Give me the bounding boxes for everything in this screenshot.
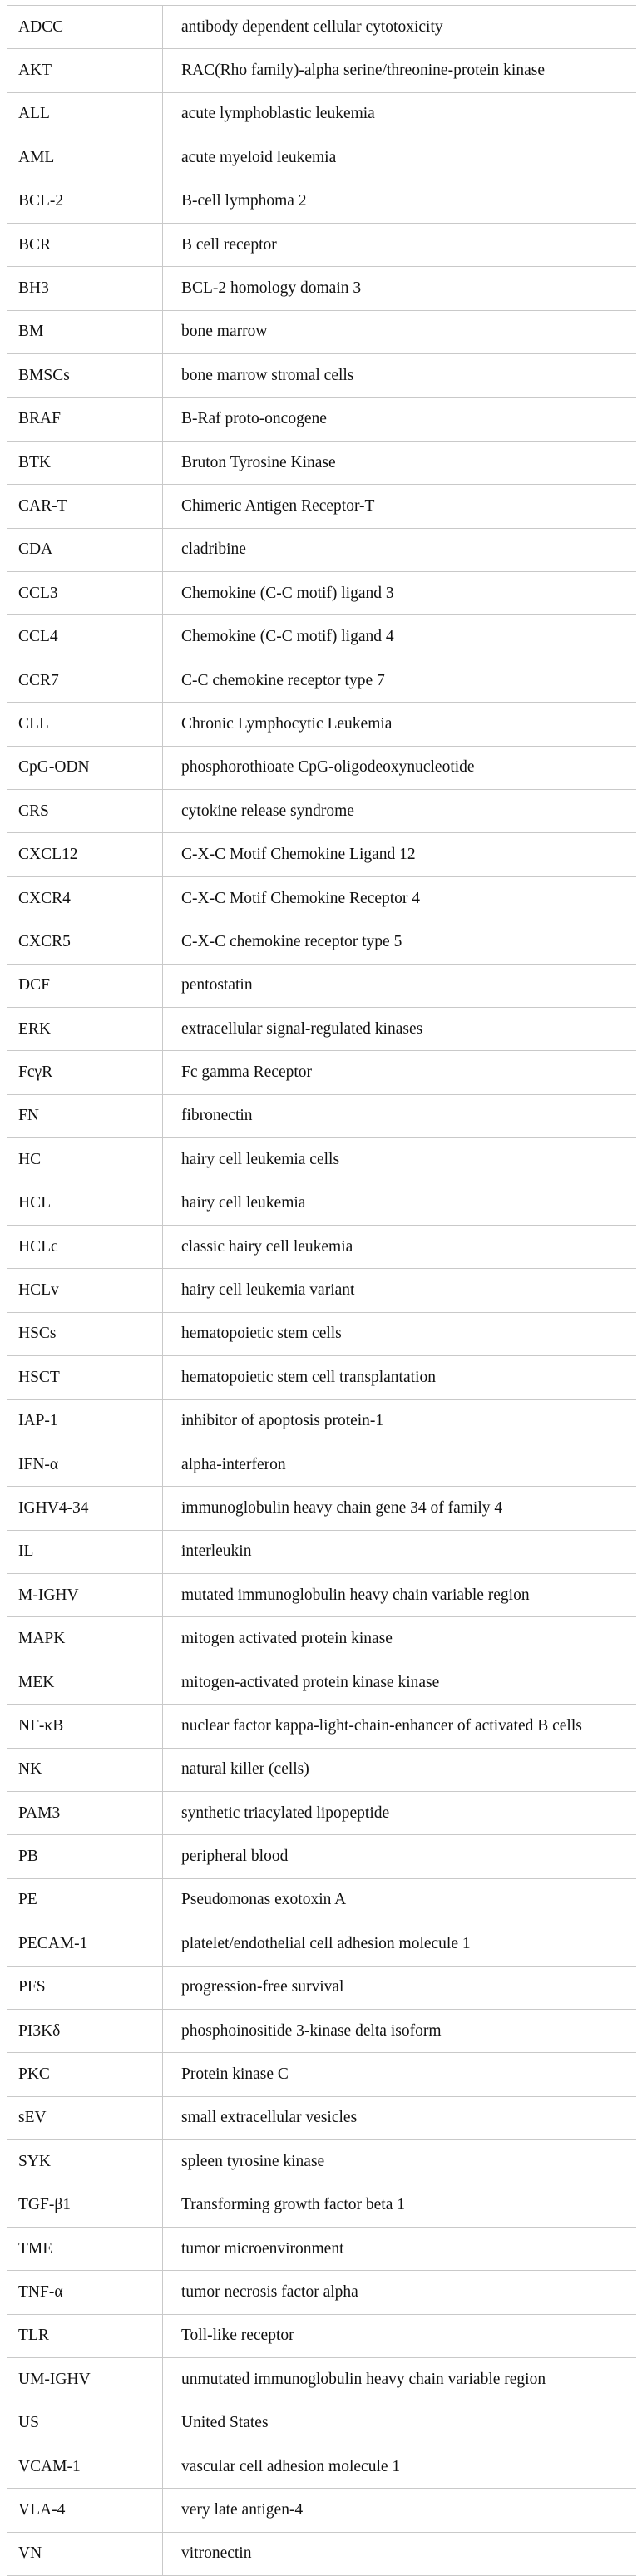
definition-cell: Pseudomonas exotoxin A	[163, 1878, 637, 1922]
definition-cell: Chemokine (C-C motif) ligand 4	[163, 615, 637, 659]
abbreviation-cell: PI3Kδ	[7, 2009, 163, 2052]
definition-cell: nuclear factor kappa-light-chain-enhancer of activated B cells	[163, 1705, 637, 1748]
table-row	[7, 397, 636, 441]
table-row	[7, 485, 636, 528]
table-row	[7, 1574, 636, 1617]
definition-cell: natural killer (cells)	[163, 1748, 637, 1791]
abbreviation-cell: BCL-2	[7, 180, 163, 223]
table-row	[7, 267, 636, 310]
definition-cell: hematopoietic stem cells	[163, 1312, 637, 1355]
definition-cell: hematopoietic stem cell transplantation	[163, 1356, 637, 1399]
table-row	[7, 2053, 636, 2096]
abbreviation-cell: IAP-1	[7, 1399, 163, 1443]
table-row	[7, 354, 636, 397]
definition-cell: RAC(Rho family)-alpha serine/threonine-protein kinase	[163, 49, 637, 92]
table-row	[7, 528, 636, 571]
definition-cell: C-X-C Motif Chemokine Ligand 12	[163, 833, 637, 876]
table-row	[7, 2227, 636, 2270]
definition-cell: mitogen activated protein kinase	[163, 1617, 637, 1661]
abbreviation-cell: AKT	[7, 49, 163, 92]
table-row	[7, 2009, 636, 2052]
table-row	[7, 2445, 636, 2488]
definition-cell: classic hairy cell leukemia	[163, 1225, 637, 1268]
definition-cell: vitronectin	[163, 2532, 637, 2575]
abbreviation-cell: BRAF	[7, 397, 163, 441]
definition-cell: phosphorothioate CpG-oligodeoxynucleotide	[163, 746, 637, 789]
abbreviation-cell: HSCs	[7, 1312, 163, 1355]
definition-cell: Fc gamma Receptor	[163, 1051, 637, 1094]
abbreviation-cell: MEK	[7, 1661, 163, 1704]
abbreviation-cell: sEV	[7, 2096, 163, 2139]
table-row	[7, 49, 636, 92]
abbreviation-cell: CLL	[7, 703, 163, 746]
definition-cell: hairy cell leukemia cells	[163, 1138, 637, 1182]
table-row	[7, 876, 636, 920]
definition-cell: alpha-interferon	[163, 1443, 637, 1486]
abbreviation-cell: PAM3	[7, 1792, 163, 1835]
table-row	[7, 1748, 636, 1791]
abbreviation-cell: HSCT	[7, 1356, 163, 1399]
definition-cell: Toll-like receptor	[163, 2314, 637, 2357]
table-row	[7, 1094, 636, 1137]
abbreviations-table	[7, 5, 636, 2576]
abbreviation-cell: FcγR	[7, 1051, 163, 1094]
abbreviation-cell: CXCR4	[7, 876, 163, 920]
abbreviation-cell: CpG-ODN	[7, 746, 163, 789]
table-row	[7, 1487, 636, 1530]
definition-cell: interleukin	[163, 1530, 637, 1573]
definition-cell: mitogen-activated protein kinase kinase	[163, 1661, 637, 1704]
definition-cell: peripheral blood	[163, 1835, 637, 1878]
definition-cell: Chimeric Antigen Receptor-T	[163, 485, 637, 528]
definition-cell: C-C chemokine receptor type 7	[163, 659, 637, 702]
table-row	[7, 441, 636, 484]
definition-cell: progression-free survival	[163, 1966, 637, 2009]
abbreviation-cell: M-IGHV	[7, 1574, 163, 1617]
table-row	[7, 92, 636, 136]
table-row	[7, 2314, 636, 2357]
definition-cell: United States	[163, 2401, 637, 2445]
definition-cell: vascular cell adhesion molecule 1	[163, 2445, 637, 2488]
table-row	[7, 1225, 636, 1268]
table-row	[7, 1705, 636, 1748]
abbreviation-cell: ERK	[7, 1007, 163, 1050]
definition-cell: C-X-C chemokine receptor type 5	[163, 920, 637, 964]
table-row	[7, 223, 636, 266]
definition-cell: extracellular signal-regulated kinases	[163, 1007, 637, 1050]
definition-cell: immunoglobulin heavy chain gene 34 of family 4	[163, 1487, 637, 1530]
table-row	[7, 1269, 636, 1312]
definition-cell: very late antigen-4	[163, 2489, 637, 2532]
abbreviation-cell: TNF-α	[7, 2271, 163, 2314]
abbreviation-cell: CRS	[7, 790, 163, 833]
abbreviation-cell: TGF-β1	[7, 2184, 163, 2227]
abbreviation-cell: IFN-α	[7, 1443, 163, 1486]
abbreviation-cell: BM	[7, 310, 163, 353]
abbreviation-cell: CXCL12	[7, 833, 163, 876]
abbreviation-cell: SYK	[7, 2140, 163, 2184]
table-row	[7, 2096, 636, 2139]
abbreviation-cell: HCLc	[7, 1225, 163, 1268]
table-row	[7, 1356, 636, 1399]
definition-cell: Chemokine (C-C motif) ligand 3	[163, 572, 637, 615]
table-row	[7, 2271, 636, 2314]
table-row	[7, 1312, 636, 1355]
table-row	[7, 1792, 636, 1835]
table-row	[7, 2401, 636, 2445]
table-row	[7, 1007, 636, 1050]
definition-cell: fibronectin	[163, 1094, 637, 1137]
abbreviation-cell: AML	[7, 136, 163, 180]
table-row	[7, 615, 636, 659]
definition-cell: bone marrow	[163, 310, 637, 353]
abbreviation-cell: PE	[7, 1878, 163, 1922]
table-row	[7, 310, 636, 353]
abbreviation-cell: IGHV4-34	[7, 1487, 163, 1530]
definition-cell: pentostatin	[163, 964, 637, 1007]
abbreviation-cell: CCR7	[7, 659, 163, 702]
abbreviation-cell: CXCR5	[7, 920, 163, 964]
definition-cell: tumor microenvironment	[163, 2227, 637, 2270]
abbreviation-cell: BMSCs	[7, 354, 163, 397]
table-row	[7, 180, 636, 223]
abbreviation-cell: ADCC	[7, 6, 163, 49]
abbreviation-cell: HC	[7, 1138, 163, 1182]
abbreviation-cell: NF-κB	[7, 1705, 163, 1748]
abbreviation-cell: VN	[7, 2532, 163, 2575]
abbreviation-cell: FN	[7, 1094, 163, 1137]
definition-cell: tumor necrosis factor alpha	[163, 2271, 637, 2314]
definition-cell: B-Raf proto-oncogene	[163, 397, 637, 441]
abbreviation-cell: CCL3	[7, 572, 163, 615]
definition-cell: acute myeloid leukemia	[163, 136, 637, 180]
abbreviation-cell: CDA	[7, 528, 163, 571]
table-row	[7, 920, 636, 964]
abbreviation-cell: VLA-4	[7, 2489, 163, 2532]
definition-cell: B-cell lymphoma 2	[163, 180, 637, 223]
table-row	[7, 1138, 636, 1182]
definition-cell: C-X-C Motif Chemokine Receptor 4	[163, 876, 637, 920]
abbreviation-cell: MAPK	[7, 1617, 163, 1661]
abbreviations-table-body	[7, 6, 636, 2576]
abbreviation-cell: NK	[7, 1748, 163, 1791]
abbreviation-cell: IL	[7, 1530, 163, 1573]
table-row	[7, 572, 636, 615]
table-row	[7, 136, 636, 180]
table-row	[7, 703, 636, 746]
definition-cell: phosphoinositide 3-kinase delta isoform	[163, 2009, 637, 2052]
abbreviation-cell: BH3	[7, 267, 163, 310]
abbreviation-cell: DCF	[7, 964, 163, 1007]
definition-cell: platelet/endothelial cell adhesion molecule 1	[163, 1922, 637, 1966]
table-row	[7, 1617, 636, 1661]
definition-cell: inhibitor of apoptosis protein-1	[163, 1399, 637, 1443]
definition-cell: Transforming growth factor beta 1	[163, 2184, 637, 2227]
definition-cell: spleen tyrosine kinase	[163, 2140, 637, 2184]
definition-cell: acute lymphoblastic leukemia	[163, 92, 637, 136]
abbreviation-cell: HCL	[7, 1182, 163, 1225]
abbreviation-cell: ALL	[7, 92, 163, 136]
abbreviation-cell: CAR-T	[7, 485, 163, 528]
definition-cell: hairy cell leukemia variant	[163, 1269, 637, 1312]
abbreviation-cell: TLR	[7, 2314, 163, 2357]
table-row	[7, 1835, 636, 1878]
table-row	[7, 1530, 636, 1573]
table-row	[7, 2140, 636, 2184]
table-row	[7, 659, 636, 702]
table-row	[7, 2358, 636, 2401]
abbreviation-cell: US	[7, 2401, 163, 2445]
definition-cell: cytokine release syndrome	[163, 790, 637, 833]
table-row	[7, 2184, 636, 2227]
abbreviation-cell: BCR	[7, 223, 163, 266]
abbreviation-cell: BTK	[7, 441, 163, 484]
definition-cell: Chronic Lymphocytic Leukemia	[163, 703, 637, 746]
table-row	[7, 1966, 636, 2009]
abbreviation-cell: CCL4	[7, 615, 163, 659]
table-row	[7, 964, 636, 1007]
definition-cell: mutated immunoglobulin heavy chain variable region	[163, 1574, 637, 1617]
definition-cell: cladribine	[163, 528, 637, 571]
table-row	[7, 1051, 636, 1094]
definition-cell: BCL-2 homology domain 3	[163, 267, 637, 310]
table-row	[7, 1443, 636, 1486]
abbreviation-cell: VCAM-1	[7, 2445, 163, 2488]
definition-cell: small extracellular vesicles	[163, 2096, 637, 2139]
table-row	[7, 790, 636, 833]
table-row	[7, 1922, 636, 1966]
definition-cell: antibody dependent cellular cytotoxicity	[163, 6, 637, 49]
table-row	[7, 1182, 636, 1225]
table-row	[7, 1399, 636, 1443]
table-row	[7, 6, 636, 49]
table-row	[7, 2489, 636, 2532]
definition-cell: synthetic triacylated lipopeptide	[163, 1792, 637, 1835]
table-row	[7, 833, 636, 876]
table-row	[7, 1661, 636, 1704]
definition-cell: B cell receptor	[163, 223, 637, 266]
abbreviation-cell: HCLv	[7, 1269, 163, 1312]
definition-cell: bone marrow stromal cells	[163, 354, 637, 397]
abbreviation-cell: PECAM-1	[7, 1922, 163, 1966]
table-row	[7, 746, 636, 789]
abbreviation-cell: PKC	[7, 2053, 163, 2096]
definition-cell: Protein kinase C	[163, 2053, 637, 2096]
definition-cell: unmutated immunoglobulin heavy chain variable region	[163, 2358, 637, 2401]
abbreviation-cell: PB	[7, 1835, 163, 1878]
table-row	[7, 1878, 636, 1922]
abbreviation-cell: PFS	[7, 1966, 163, 2009]
definition-cell: hairy cell leukemia	[163, 1182, 637, 1225]
abbreviation-cell: UM-IGHV	[7, 2358, 163, 2401]
definition-cell: Bruton Tyrosine Kinase	[163, 441, 637, 484]
abbreviation-cell: TME	[7, 2227, 163, 2270]
